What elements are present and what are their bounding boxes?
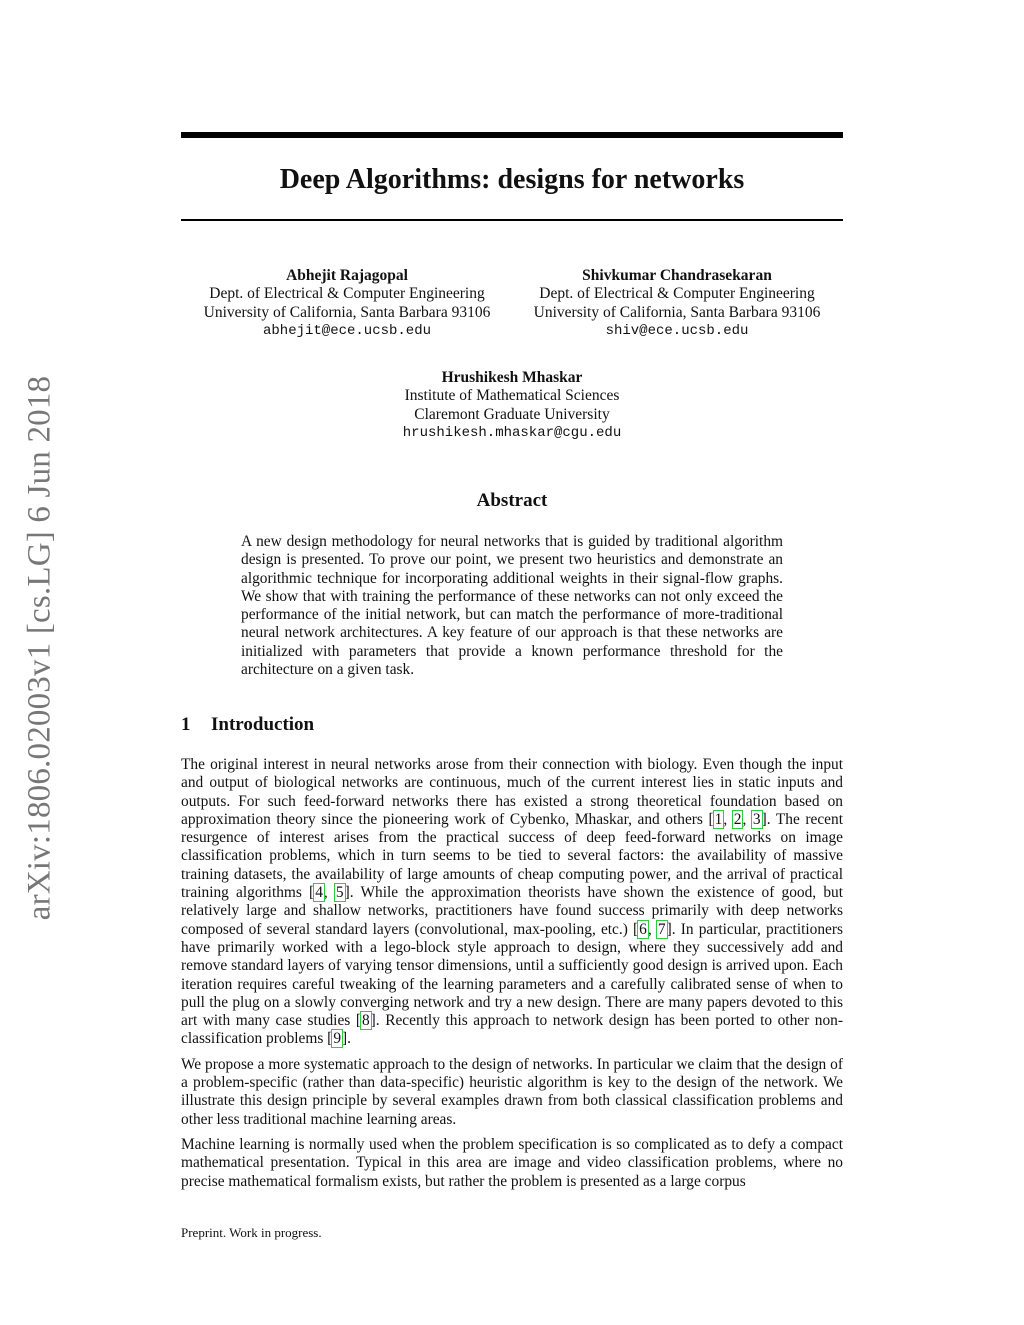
author-institution: University of California, Santa Barbara 93106 (533, 303, 821, 321)
author-name: Shivkumar Chandrasekaran (582, 267, 772, 284)
citation-link[interactable]: 1 (714, 810, 723, 828)
paragraph-text: ]. The recent resurgence of interest arises from the practical success of deep feed-forward networks on image classification problems, which in turn seems to be tied to several factors: the availability of massive training datasets, the availability of large amounts of cheap computing power, and the arrival of practical training algorithms [ (181, 810, 843, 902)
paragraph-text: ]. In particular, practitioners have primarily worked with a lego-block style approach to design, where they successively add and remove standard layers of varying tensor dimensions, until a sufficiently good design is arrived upon. Each iteration requires careful tweaking of the learning parameters and a carefully calibrated sense of when to pull the plug on a slowly converging network and try a new design. There are many papers devoted to this art with many case studies [ (181, 920, 843, 1030)
author-email[interactable]: shiv@ece.ucsb.edu (605, 322, 749, 339)
author-block-2 (512, 267, 842, 340)
abstract-text: A new design methodology for neural networks that is guided by traditional algorithm design is presented. To prove our point, we present two heuristics and demonstrate an algorithmic technique for incorporating additional weights in their signal-flow graphs. We show that with training the performance of these networks can not only exceed the performance of the initial network, but can match the performance of more-traditional neural network architectures. A key feature of our approach is that these networks are initialized with parameters that provide a known performance threshold for the architecture on a given task. (241, 533, 783, 679)
author-email[interactable]: hrushikesh.mhaskar@cgu.edu (402, 424, 622, 441)
author-name: Abhejit Rajagopal (286, 267, 408, 284)
paragraph-text: ]. Recently this approach to network design has been ported to other non-classification problems [ (181, 1012, 844, 1048)
section-title: Introduction (211, 714, 315, 735)
author-institution: University of California, Santa Barbara 93106 (203, 303, 491, 321)
citation-link[interactable]: 7 (657, 920, 666, 938)
paragraph-text: The original interest in neural networks arose from their connection with biology. Even though the input and output of biological networks are continuous, much of the current interest lies in static inputs and outputs. For such feed-forward networks there has existed a strong theoretical foundation based on approximation theory since the pioneering work of Cybenko, Mhaskar, and others [ (181, 756, 843, 828)
paragraph-text: ]. While the approximation theorists have shown the existence of good, but relatively large and shallow networks, practitioners have found success primarily with deep networks composed of several standard layers (convolutional, max-pooling, etc.) [ (181, 884, 843, 938)
section-heading-introduction (181, 713, 843, 737)
citation-link[interactable]: 4 (315, 884, 323, 902)
citation-link[interactable]: 9 (333, 1030, 342, 1048)
title-rule-bottom (181, 219, 843, 221)
author-block-3 (347, 369, 677, 442)
arxiv-identifier-stamp: arXiv:1806.02003v1 [cs.LG] 6 Jun 2018 (21, 375, 58, 921)
author-email[interactable]: abhejit@ece.ucsb.edu (262, 322, 432, 339)
arxiv-sidebar (16, 368, 64, 928)
author-block-1 (182, 267, 512, 340)
author-name: Hrushikesh Mhaskar (441, 369, 583, 386)
paragraph-text: ]. (342, 1030, 351, 1048)
citation-link[interactable]: 6 (639, 920, 647, 938)
abstract-heading: Abstract (476, 490, 548, 511)
author-dept: Dept. of Electrical & Computer Engineering (209, 285, 485, 303)
paragraph: The original interest in neural networks arose from their connection with biology. Even though the input and output of biological networks are continuous, much of the current interest lies in static inputs and outputs. For such feed-forward networks there has existed a strong theoretical foundation based on approximation theory since the pioneering work of Cybenko, Mhaskar, and others [1, 2, 3]. The recent resurgence of interest arises from the practical success of deep feed-forward networks on image classification problems, which in turn seems to be tied to several factors: the availability of massive training datasets, the availability of large amounts of cheap computing power, and the arrival of practical training algorithms [4, 5]. While the approximation theorists have shown the existence of good, but relatively large and shallow networks, practitioners have found success primarily with deep networks composed of several standard layers (convolutional, max-pooling, etc.) [6, 7]. In particular, practitioners have primarily worked with a lego-block style approach to design, where they successively add and remove standard layers of varying tensor dimensions, until a sufficiently good design is arrived upon. Each iteration requires careful tweaking of the learning parameters and a carefully calibrated sense of when to pull the plug on a slowly converging network and try a new design. There are many papers devoted to this art with many case studies [8]. Recently this approach to network design has been ported to other non-classification problems [9]. (181, 756, 844, 1048)
citation-link[interactable]: 5 (335, 884, 344, 902)
paragraph: Machine learning is normally used when the problem specification is so complicated as to defy a compact mathematical presentation. Typical in this area are image and video classification problems, where no precise mathematical formalism exists, but rather the problem is presented as a large corpus (181, 1135, 843, 1190)
citation-link[interactable]: 3 (752, 810, 761, 828)
title-rule-top (181, 132, 843, 138)
author-dept: Institute of Mathematical Sciences (404, 387, 620, 405)
footer-note: Preprint. Work in progress. (181, 1225, 322, 1240)
section-number: 1 (181, 714, 191, 735)
author-institution: Claremont Graduate University (414, 405, 610, 423)
author-dept: Dept. of Electrical & Computer Engineering (539, 285, 815, 303)
paragraph: We propose a more systematic approach to the design of networks. In particular we claim that the design of a problem-specific (rather than data-specific) heuristic algorithm is key to the design of the network. We illustrate this design principle by several examples drawn from both classical classification problems and other less traditional machine learning areas. (181, 1055, 843, 1128)
paper-title: Deep Algorithms: designs for networks (279, 164, 745, 195)
citation-link[interactable]: 2 (733, 810, 742, 828)
introduction-body (181, 756, 843, 1198)
citation-link[interactable]: 8 (361, 1012, 370, 1030)
